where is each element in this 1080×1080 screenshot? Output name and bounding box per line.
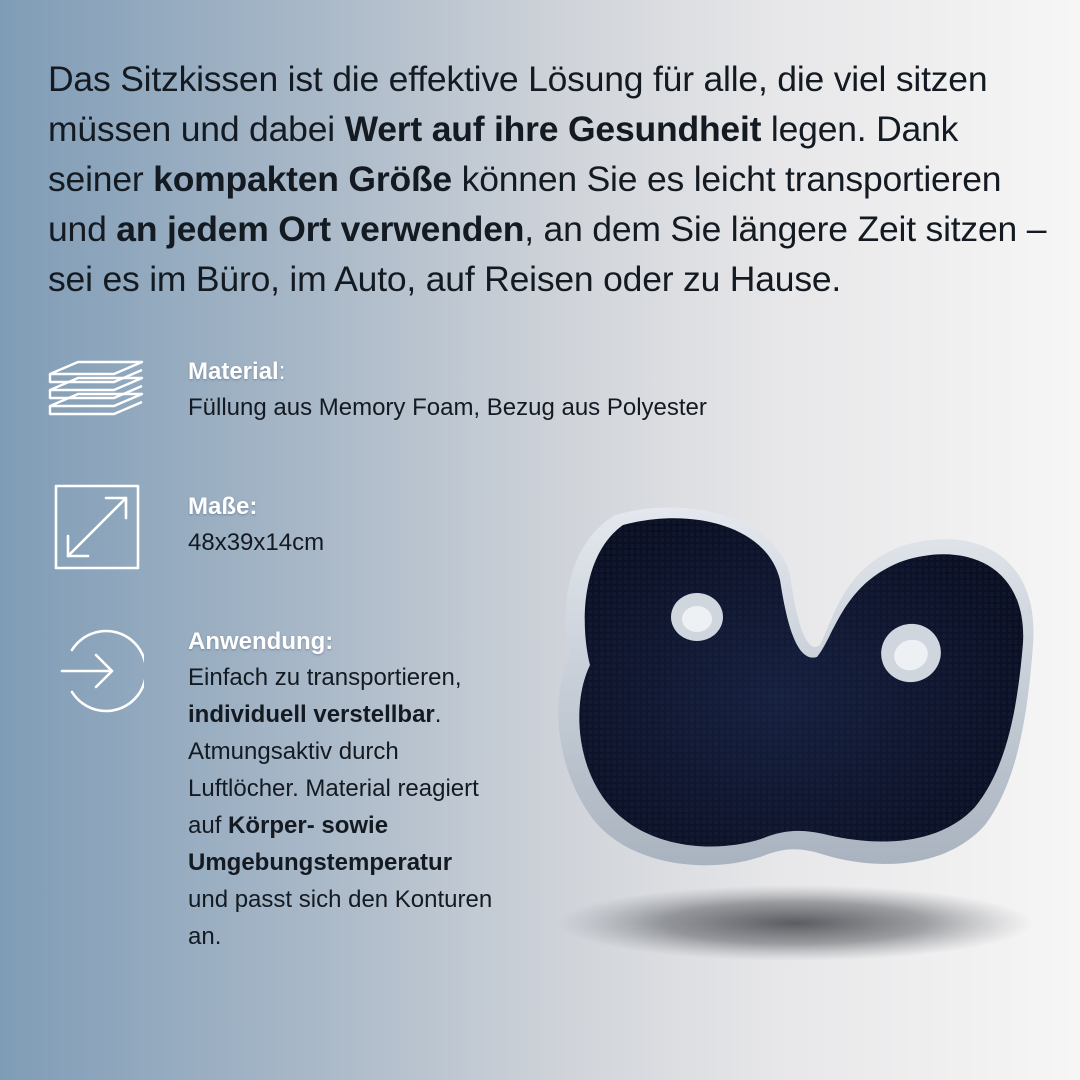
feature-material <box>188 355 707 426</box>
feature-anwendung <box>188 625 492 955</box>
feature-anwendung-title: Anwendung: <box>188 628 334 655</box>
intro-bold-anywhere: an jedem Ort verwenden <box>116 209 525 249</box>
intro-text-1: Das Sitzkissen ist die effektive Lösung für alle, die viel sitzen müssen und dabei <box>48 59 988 149</box>
feature-material-text: Füllung aus Memory Foam, Bezug aus Polyester <box>188 394 707 421</box>
intro-text-4: , an dem Sie längere Zeit sitzen – sei es im Büro, im Auto, auf Reisen oder zu Hause. <box>48 209 1047 299</box>
feature-masse-text: 48x39x14cm <box>188 529 325 556</box>
seat-cushion-image <box>545 495 1045 970</box>
intro-text-3: können Sie es leicht transportieren und <box>48 159 1002 249</box>
arrow-circle-icon <box>58 628 144 714</box>
feature-masse-title: Maße: <box>188 493 258 520</box>
anwendung-line-6: Umgebungstemperatur <box>188 849 453 876</box>
anwendung-line-5: auf Körper- sowie <box>188 812 389 839</box>
anwendung-line-8: an. <box>188 923 222 950</box>
anwendung-line-7: und passt sich den Konturen <box>188 886 493 913</box>
resize-arrow-icon <box>54 484 140 570</box>
intro-bold-health: Wert auf ihre Gesundheit <box>344 109 762 149</box>
layers-icon <box>48 360 144 426</box>
feature-material-title: Material: <box>188 358 286 385</box>
anwendung-line-3: Atmungsaktiv durch <box>188 738 399 765</box>
cushion-shadow <box>557 885 1033 961</box>
intro-text-2: legen. Dank seiner <box>48 109 959 199</box>
feature-anwendung-text <box>188 659 492 955</box>
intro-bold-size: kompakten Größe <box>153 159 452 199</box>
feature-masse <box>188 490 324 561</box>
anwendung-line-1: Einfach zu transportieren, <box>188 664 462 691</box>
anwendung-line-4: Luftlöcher. Material reagiert <box>188 775 479 802</box>
anwendung-line-2: individuell verstellbar. <box>188 701 442 728</box>
intro-paragraph <box>48 54 1048 304</box>
